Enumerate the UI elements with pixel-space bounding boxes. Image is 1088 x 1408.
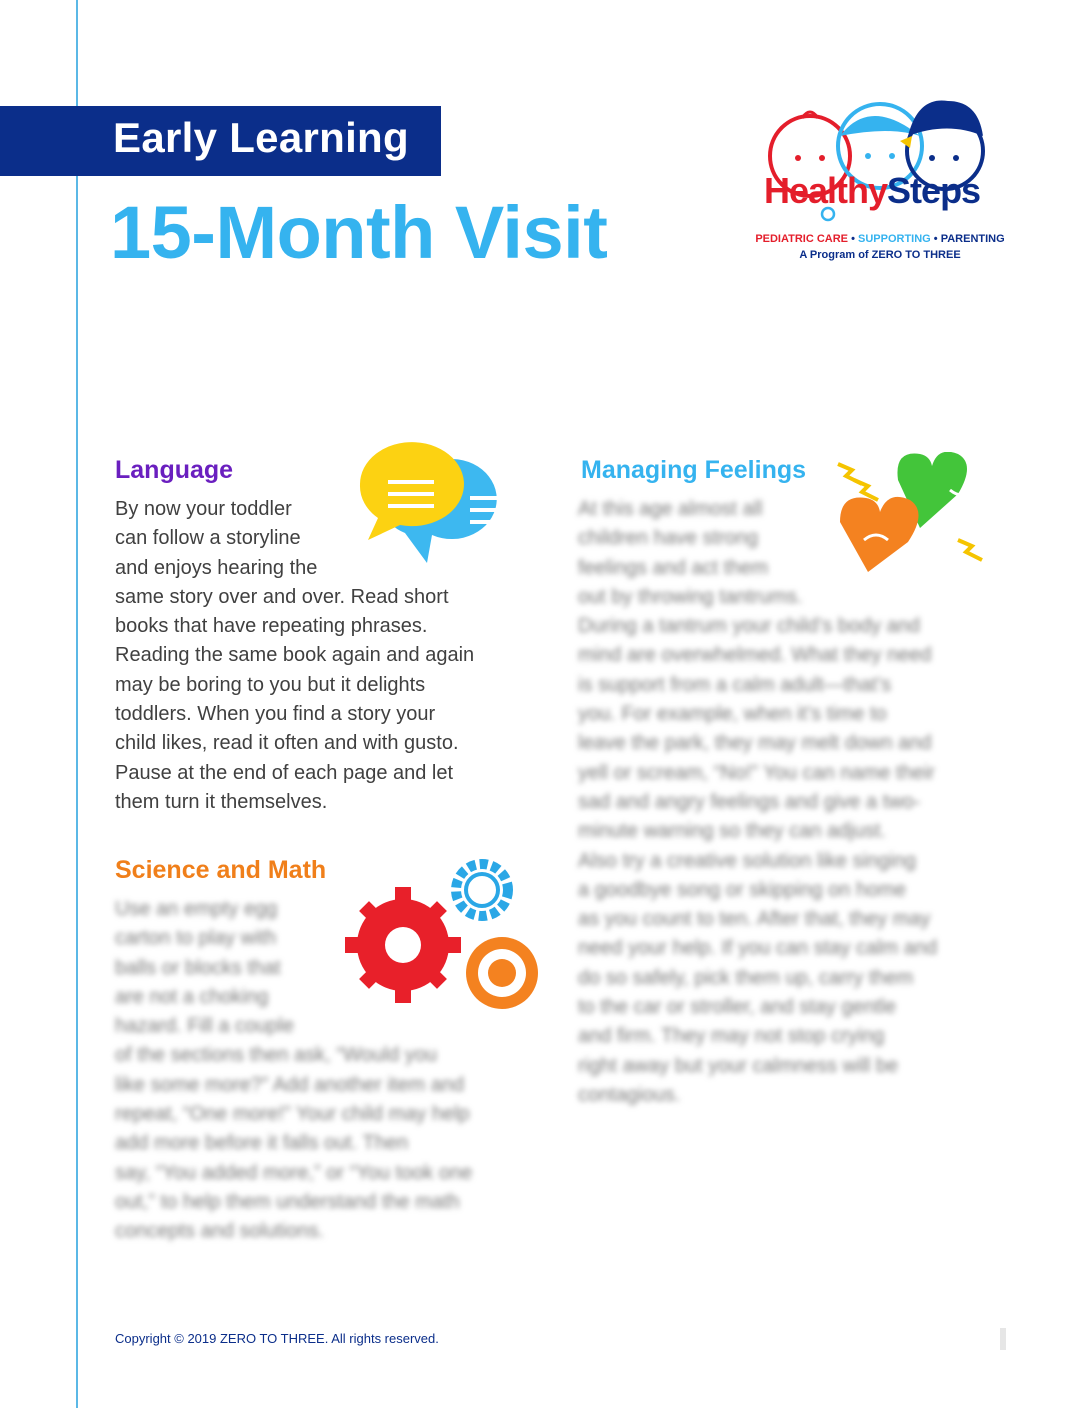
feelings-line: minute warning so they can adjust.	[578, 820, 886, 843]
feelings-line: At this age almost all	[578, 498, 763, 520]
feelings-line: right away but your calmness will be	[578, 1054, 899, 1077]
science-math-heading: Science and Math	[115, 856, 327, 884]
science-line: like some more?” Add another item and	[115, 1073, 465, 1096]
language-heading: Language	[115, 456, 234, 484]
page-number-marker	[1000, 1328, 1006, 1350]
logo-tagline: PEDIATRIC CARE • SUPPORTING • PARENTING	[755, 233, 1005, 245]
language-line: can follow a storyline	[115, 527, 301, 550]
healthysteps-logo	[740, 96, 1020, 266]
science-line: are not a choking	[115, 985, 269, 1008]
science-line: hazard. Fill a couple	[115, 1015, 294, 1038]
language-line: them turn it themselves.	[115, 790, 328, 813]
feelings-line: During a tantrum your child’s body and	[578, 615, 921, 638]
feelings-line: to the car or stroller, and stay gentle	[578, 996, 896, 1019]
feelings-line: you. For example, when it’s time to	[578, 703, 887, 726]
science-line: repeat, “One more!” Your child may help	[115, 1103, 470, 1126]
feelings-line: feelings and act them	[578, 556, 769, 579]
feelings-line: contagious.	[578, 1083, 681, 1106]
language-line: books that have repeating phrases.	[115, 615, 428, 638]
logo-program-line: A Program of ZERO TO THREE	[799, 249, 961, 261]
science-line: say, “You added more,” or “You took one	[115, 1161, 473, 1184]
feelings-line: as you count to ten. After that, they may	[578, 908, 931, 931]
language-line: Pause at the end of each page and let	[115, 761, 454, 784]
logo-wordmark: HealthySteps	[764, 170, 981, 211]
science-line: Use an empty egg	[115, 898, 278, 920]
science-line: add more before it falls out. Then	[115, 1132, 409, 1155]
gears-icon	[345, 855, 550, 1020]
page-title: 15-Month Visit	[110, 191, 608, 274]
language-line: and enjoys hearing the	[115, 556, 318, 579]
feelings-line: children have strong	[578, 527, 759, 550]
feelings-line: Also try a creative solution like singing	[578, 849, 916, 872]
feelings-line: yell or scream, “No!” You can name their	[578, 761, 935, 784]
science-line: out,” to help them understand the math	[115, 1190, 460, 1213]
language-line: child likes, read it often and with gusto.	[115, 732, 459, 755]
managing-feelings-heading: Managing Feelings	[581, 456, 807, 484]
language-line: Reading the same book again and again	[115, 644, 475, 667]
logo-faces-icon	[740, 96, 1020, 236]
feelings-line: mind are overwhelmed. What they need	[578, 644, 932, 667]
feelings-line: need your help. If you can stay calm and	[578, 937, 938, 960]
feelings-line: out by throwing tantrums.	[578, 585, 803, 608]
language-line: By now your toddler	[115, 498, 292, 520]
science-line: concepts and solutions.	[115, 1220, 325, 1243]
feelings-line: is support from a calm adult—that’s	[578, 673, 892, 696]
language-line: toddlers. When you find a story your	[115, 703, 436, 726]
science-line: of the sections then ask, “Would you	[115, 1044, 438, 1067]
copyright-notice: Copyright © 2019 ZERO TO THREE. All rights reserved.	[115, 1331, 439, 1346]
language-line: may be boring to you but it delights	[115, 673, 426, 696]
feelings-line: and firm. They may not stop crying	[578, 1025, 885, 1048]
science-line: balls or blocks that	[115, 956, 281, 979]
hearts-icon	[830, 452, 1010, 587]
feelings-line: a goodbye song or skipping on home	[578, 878, 907, 901]
feelings-line: do so safely, pick them up, carry them	[578, 966, 914, 989]
language-line: same story over and over. Read short	[115, 585, 449, 608]
margin-rule	[76, 0, 78, 1408]
banner-label: Early Learning	[113, 114, 409, 161]
managing-feelings-paragraph	[578, 495, 937, 1110]
speech-bubbles-icon	[352, 440, 542, 575]
science-line: carton to play with	[115, 927, 277, 950]
feelings-line: sad and angry feelings and give a two-	[578, 790, 921, 813]
feelings-line: leave the park, they may melt down and	[578, 732, 932, 755]
